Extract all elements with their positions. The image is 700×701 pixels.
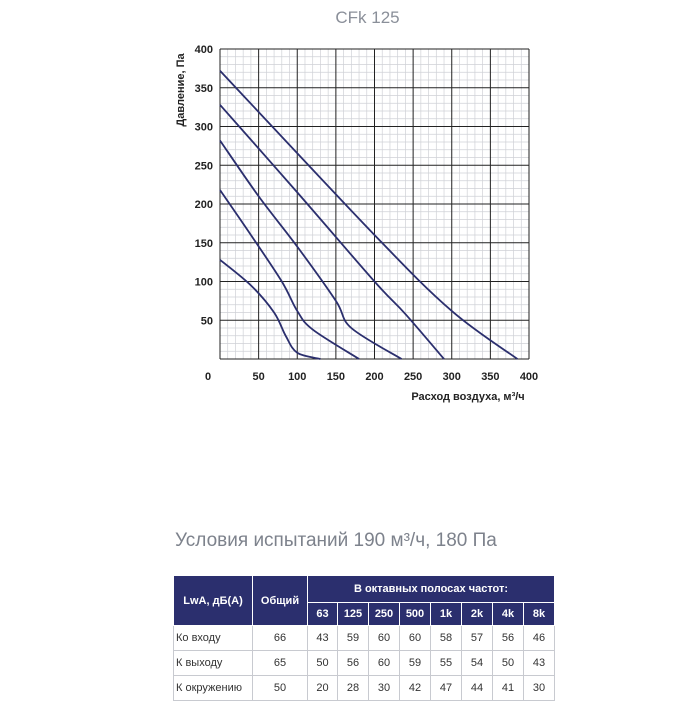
band-value: 60: [369, 626, 400, 651]
x-tick-label: 250: [403, 371, 423, 383]
y-tick-label: 350: [194, 82, 213, 95]
y-tick-label: 150: [194, 237, 213, 250]
x-tick-label: 350: [481, 371, 500, 383]
band-value: 28: [338, 676, 369, 701]
band-value: 50: [308, 651, 338, 676]
octave-band-header: 8k: [524, 603, 555, 626]
test-conditions-title: Условия испытаний 190 м³/ч, 180 Па: [175, 530, 497, 551]
x-axis-label: Расход воздуха, м³/ч: [411, 391, 525, 403]
header-octave-bands: В октавных полосах частот:: [308, 576, 555, 603]
band-value: 56: [493, 626, 524, 651]
x-tick-label: 200: [365, 371, 384, 383]
band-value: 60: [369, 651, 400, 676]
table-row: [174, 651, 555, 676]
x-tick-label: 0: [204, 371, 212, 383]
row-label: К окружению: [174, 676, 253, 701]
band-value: 59: [338, 626, 369, 651]
band-value: 30: [369, 676, 400, 701]
performance-curve-5: [220, 71, 517, 359]
x-tick-label: 400: [519, 371, 539, 383]
band-value: 42: [400, 676, 431, 701]
band-value: 46: [524, 626, 555, 651]
band-value: 44: [462, 676, 493, 701]
band-value: 60: [400, 626, 431, 651]
sound-power-table: [173, 575, 555, 701]
total-value: 66: [253, 626, 308, 651]
row-label: К выходу: [174, 651, 253, 676]
chart-title: CFk 125: [335, 8, 400, 27]
band-value: 59: [400, 651, 431, 676]
octave-band-header: 250: [369, 603, 400, 626]
octave-band-header: 1k: [431, 603, 462, 626]
performance-curve-1: [220, 260, 320, 359]
header-total: Общий: [253, 576, 308, 626]
x-tick-label: 100: [288, 371, 307, 383]
band-value: 30: [524, 676, 555, 701]
y-tick-label: 50: [200, 315, 213, 328]
y-tick-label: 300: [194, 121, 213, 134]
band-value: 56: [338, 651, 369, 676]
y-tick-label: 200: [194, 199, 213, 211]
octave-band-header: 63: [308, 603, 338, 626]
table-row: [174, 626, 555, 651]
band-value: 57: [462, 626, 493, 651]
octave-band-header: 2k: [462, 603, 493, 626]
band-value: 43: [524, 651, 555, 676]
octave-band-header: 125: [338, 603, 369, 626]
band-value: 50: [493, 651, 524, 676]
band-value: 47: [431, 676, 462, 701]
band-value: 58: [431, 626, 462, 651]
octave-band-header: 500: [400, 603, 431, 626]
table-row: [174, 676, 555, 701]
x-tick-label: 50: [252, 371, 265, 383]
y-tick-label: 100: [194, 276, 213, 289]
band-value: 55: [431, 651, 462, 676]
total-value: 50: [253, 676, 308, 701]
band-value: 41: [493, 676, 524, 701]
performance-curves: [220, 71, 517, 359]
band-value: 20: [308, 676, 338, 701]
y-tick-label: 250: [194, 160, 213, 173]
y-tick-label: 400: [194, 44, 213, 56]
total-value: 65: [253, 651, 308, 676]
performance-curve-4: [220, 105, 444, 359]
tick-labels: [195, 44, 539, 383]
x-tick-label: 300: [442, 371, 461, 383]
band-value: 54: [462, 651, 493, 676]
band-value: 43: [308, 626, 338, 651]
x-tick-label: 150: [326, 371, 346, 383]
y-axis-label: Давление, Па: [175, 53, 187, 127]
row-label: Ко входу: [174, 626, 253, 651]
header-lwa: LwA, дБ(A): [174, 576, 253, 626]
octave-band-header: 4k: [493, 603, 524, 626]
